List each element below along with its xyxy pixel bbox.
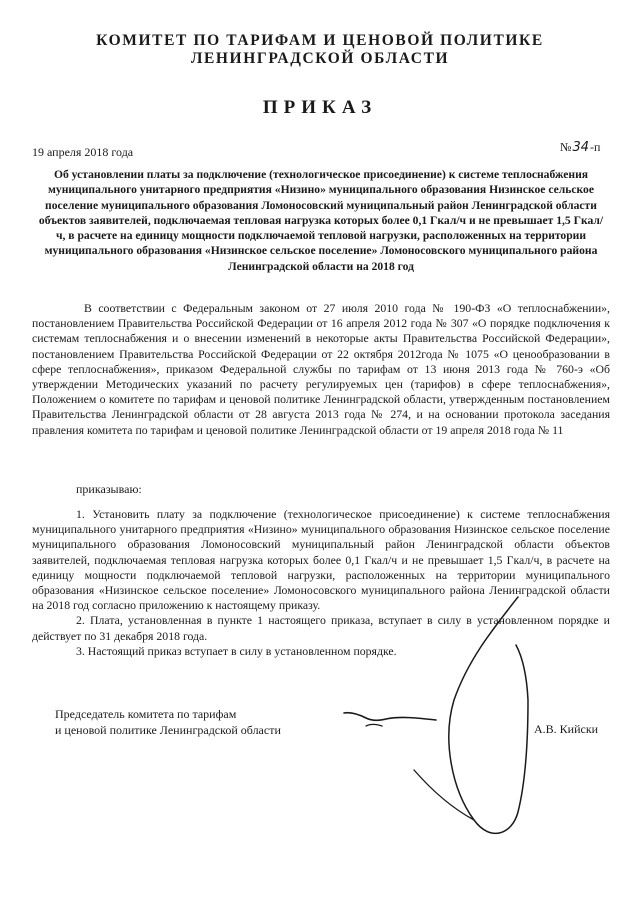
signatory-position-line-2: и ценовой политике Ленинградской области bbox=[55, 723, 281, 737]
number-sign: № bbox=[560, 140, 572, 154]
number-handwritten: 34 bbox=[572, 140, 589, 155]
signatory-position-line-1: Председатель комитета по тарифам bbox=[55, 707, 237, 721]
preamble-paragraph: В соответствии с Федеральным законом от 27 июля 2010 года № 190-ФЗ «О теплоснабжении», постановлением Правительства Российской Федерации от 16 апреля 2012 года № 307 «О порядке подключения к системам теплоснабжения и о внесении изменений в некоторые акты Правительства Российской Федерации», постановлением Правительства Российской Федерации от 22 октября 2012года № 1075 «О ценообразовании в сфере теплоснабжения», приказом Федеральной службы по тарифам от 13 июня 2013 года № 760-э «Об утверждении Методических указаний по расчету регулируемых цен (тарифов) в сфере теплоснабжения», Положением о комитете по тарифам и ценовой политике Ленинградской области, утвержденным постановлением Правительства Ленинградской области от 28 августа 2013 года № 274, и на основании протокола заседания правления комитета по тарифам и ценовой политике Ленинградской области от 19 апреля 2018 года № 11 bbox=[32, 301, 610, 437]
document-date: 19 апреля 2018 года bbox=[32, 145, 134, 159]
order-item-3: 3. Настоящий приказ вступает в силу в установленном порядке. bbox=[76, 643, 397, 658]
order-item-1: 1. Установить плату за подключение (технологическое присоединение) к системе теплоснабжения муниципального унитарного предприятия «Низино» муниципального образования Низинское сельское поселение муниципального образования Ломоносовский муниципальный район Ленинградской области объектов заявителей, подключаемая тепловая нагрузка которых более 0,1 Гкал/ч и не превышает 1,5 Гкал/ч, в расчете на единицу мощности подключаемой тепловой нагрузки, расположенных на территории муниципального образования «Низинское сельское поселение» Ломоносовского муниципального района Ленинградской области на 2018 год согласно приложению к настоящему приказу. bbox=[32, 507, 610, 613]
signature-tick-stroke bbox=[366, 725, 382, 727]
signature-loop-stroke bbox=[449, 597, 528, 833]
org-name-line-1: КОМИТЕТ ПО ТАРИФАМ И ЦЕНОВОЙ ПОЛИТИКЕ bbox=[96, 32, 544, 49]
document-subject: Об установлении платы за подключение (технологическое присоединение) к системе теплоснабжения муниципального унитарного предприятия «Низино» муниципального образования Низинское сельское поселение муниципального образования Ломоносовский муниципальный район Ленинградской области объектов заявителей, подключаемая тепловая нагрузка которых более 0,1 Гкал/ч и не превышает 1,5 Гкал/ч, в расчете на единицу мощности подключаемой тепловой нагрузки, расположенных на территории муниципального образования «Низинское сельское поселение» Ломоносовского муниципального района Ленинградской области на 2018 год bbox=[38, 168, 604, 273]
document-title: ПРИКАЗ bbox=[262, 97, 378, 118]
signatory-name: А.В. Кийски bbox=[534, 722, 599, 736]
order-word: приказываю: bbox=[76, 482, 142, 496]
signature-initial-stroke bbox=[344, 713, 436, 721]
order-item-2: 2. Плата, установленная в пункте 1 настоящего приказа, вступает в силу в установленном порядке и действует по 31 декабря 2018 года. bbox=[32, 613, 610, 643]
org-name-line-2: ЛЕНИНГРАДСКОЙ ОБЛАСТИ bbox=[190, 50, 450, 67]
signature-tail-stroke bbox=[414, 770, 474, 820]
number-suffix: -п bbox=[590, 140, 601, 154]
